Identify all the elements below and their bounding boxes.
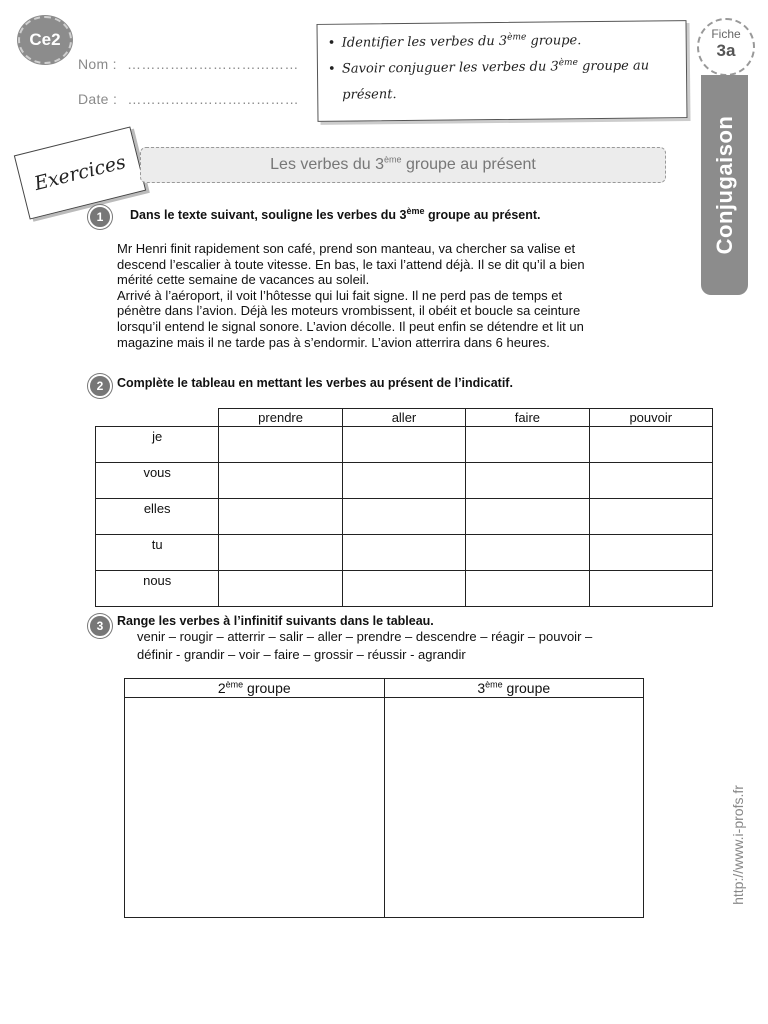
answer-cell[interactable]	[589, 427, 712, 463]
exercise-number: 1	[88, 205, 112, 229]
answer-cell[interactable]	[466, 535, 589, 571]
exercise-number: 3	[88, 614, 112, 638]
date-field	[78, 91, 299, 107]
subject-tab	[701, 75, 748, 295]
text-line: Mr Henri finit rapidement son café, prend son manteau, va chercher sa valise et	[117, 241, 576, 256]
fiche-number: 3a	[716, 41, 736, 60]
exercise-1-instruction: Dans le texte suivant, souligne les verbes du 3ème groupe au présent.	[130, 205, 541, 222]
answer-cell[interactable]	[342, 463, 465, 499]
pronoun-cell: vous	[96, 463, 219, 499]
answer-cell[interactable]	[219, 535, 342, 571]
answer-cell[interactable]	[589, 571, 712, 607]
exercise-1-text	[117, 241, 677, 350]
exercise-2-instruction: Complète le tableau en mettant les verbes au présent de l’indicatif.	[117, 376, 513, 390]
group-table	[124, 678, 644, 918]
text-line: descend l’escalier à toute vitesse. En bas, le taxi l’attend déjà. Il se dit qu’il a bien	[117, 256, 585, 272]
objective-item: • Identifier les verbes du 3ème groupe.	[342, 27, 680, 57]
conjugation-table	[95, 408, 713, 607]
group-header-3: 3ème groupe	[384, 679, 644, 698]
answer-cell[interactable]	[342, 571, 465, 607]
answer-cell[interactable]	[466, 571, 589, 607]
group-header-2: 2ème groupe	[125, 679, 385, 698]
group-2-answer-cell[interactable]	[125, 698, 385, 918]
answer-cell[interactable]	[219, 463, 342, 499]
date-dots: ………………………………	[127, 91, 299, 107]
exercices-tag: Exercices	[14, 126, 146, 219]
text-line: mérité cette semaine de vacances au soleil.	[117, 272, 370, 288]
verb-header: faire	[466, 409, 589, 427]
answer-cell[interactable]	[589, 535, 712, 571]
answer-cell[interactable]	[219, 499, 342, 535]
date-label: Date :	[78, 91, 118, 107]
text-line: pénètre dans l’avion. Déjà les moteurs vrombissent, il obéit et boucle sa ceinture	[117, 303, 581, 319]
pronoun-cell: elles	[96, 499, 219, 535]
nom-field	[78, 56, 299, 72]
pronoun-cell: tu	[96, 535, 219, 571]
verb-list	[137, 628, 677, 664]
pronoun-cell: je	[96, 427, 219, 463]
verb-header: pouvoir	[589, 409, 712, 427]
verb-list-line: définir - grandir – voir – faire – grossir – réussir - agrandir	[137, 647, 466, 662]
exercise-number: 2	[88, 374, 112, 398]
answer-cell[interactable]	[466, 463, 589, 499]
answer-cell[interactable]	[219, 571, 342, 607]
nom-label: Nom :	[78, 56, 117, 72]
table-corner	[96, 409, 219, 427]
answer-cell[interactable]	[342, 535, 465, 571]
text-line: lorsqu’il entend le signal sonore. L’avion décolle. Il peut enfin se détendre et lit un	[117, 318, 584, 334]
pronoun-cell: nous	[96, 571, 219, 607]
level-badge: Ce2	[18, 16, 72, 64]
answer-cell[interactable]	[342, 427, 465, 463]
nom-dots: ………………………………	[127, 56, 299, 72]
fiche-badge	[697, 18, 755, 76]
objective-item: • Savoir conjuguer les verbes du 3ème groupe au présent.	[342, 53, 681, 109]
website-url: http://www.i-profs.fr	[730, 785, 746, 905]
text-line: Arrivé à l’aéroport, il voit l’hôtesse qui lui fait signe. Il ne perd pas de temps et	[117, 287, 563, 303]
answer-cell[interactable]	[466, 427, 589, 463]
answer-cell[interactable]	[589, 499, 712, 535]
fiche-label: Fiche	[711, 27, 741, 41]
verb-header: prendre	[219, 409, 342, 427]
verb-header: aller	[342, 409, 465, 427]
answer-cell[interactable]	[589, 463, 712, 499]
answer-cell[interactable]	[342, 499, 465, 535]
verb-list-line: venir – rougir – atterrir – salir – aller – prendre – descendre – réagir – pouvoir –	[137, 629, 593, 644]
page-title: Les verbes du 3ème groupe au présent	[140, 147, 666, 183]
text-line: magazine mais il ne tarde pas à s’endormir. L’avion atterrira dans 6 heures.	[117, 334, 550, 350]
group-3-answer-cell[interactable]	[384, 698, 644, 918]
answer-cell[interactable]	[219, 427, 342, 463]
exercise-3-instruction: Range les verbes à l’infinitif suivants dans le tableau.	[117, 614, 434, 628]
objectives-box	[316, 20, 687, 122]
subject-label: Conjugaison	[711, 115, 737, 255]
answer-cell[interactable]	[466, 499, 589, 535]
